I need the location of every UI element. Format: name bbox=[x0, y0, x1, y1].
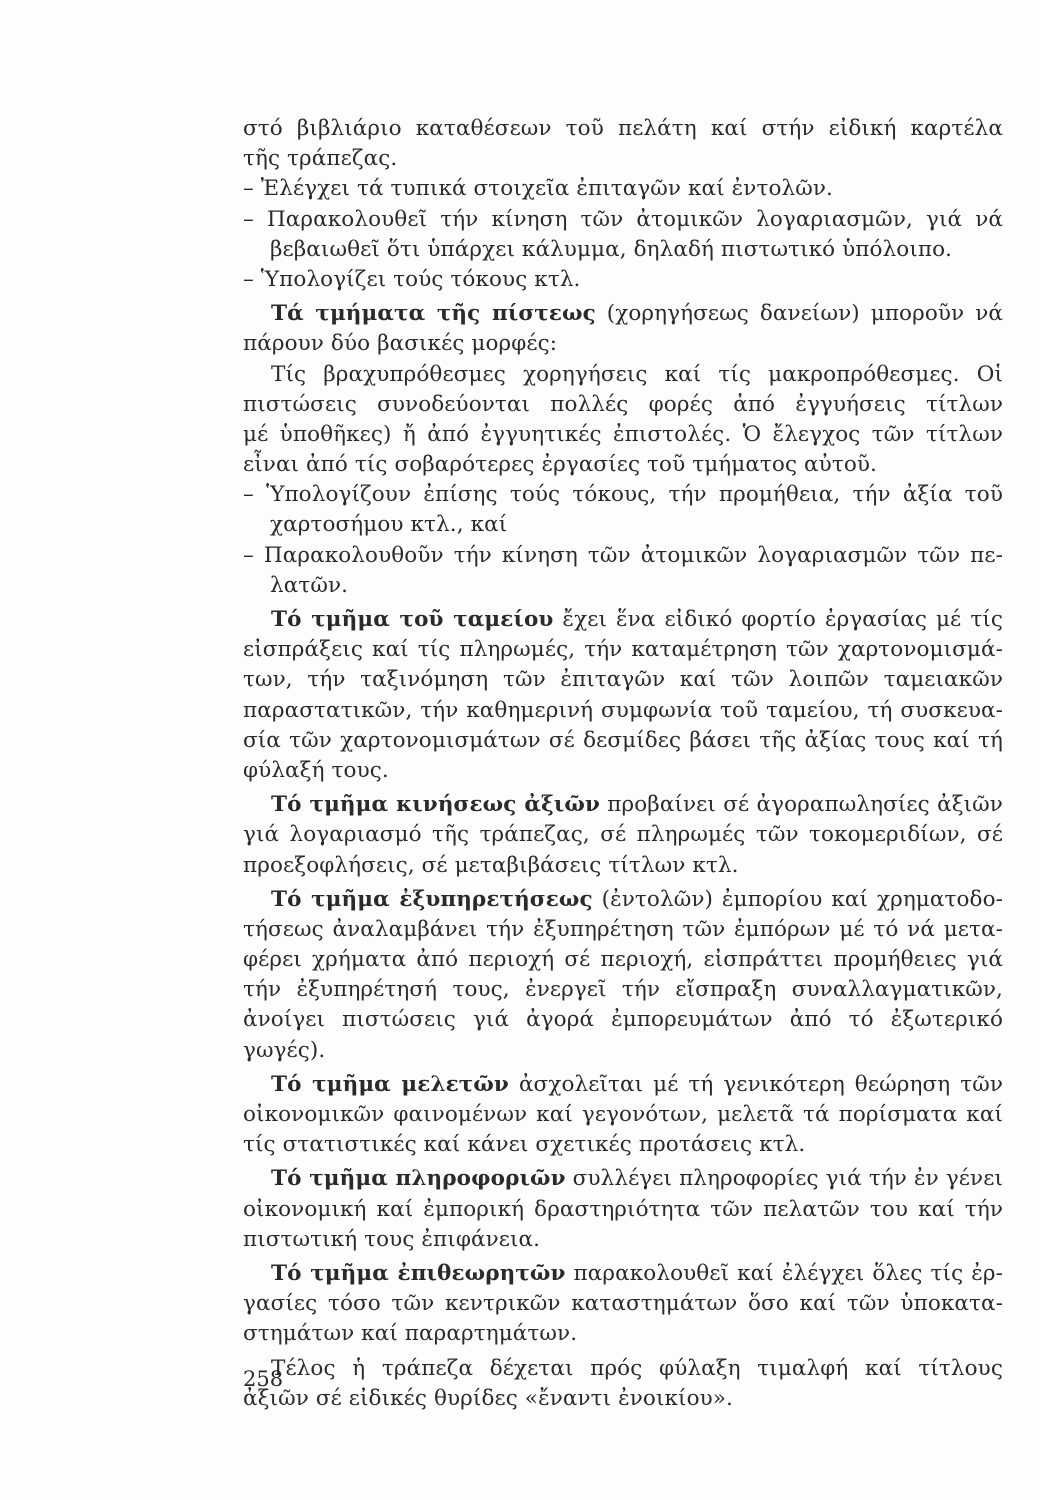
text-line: Τέλος ἡ τράπεζα δέχεται πρός φύλαξη τιμαλφή καί τίτλους bbox=[271, 1355, 1003, 1381]
text-line: στό βιβλιάριο καταθέσεων τοῦ πελάτη καί στήν εἰδική καρτέλα bbox=[243, 116, 1003, 141]
bullet-item: – Παρακολουθοῦν τήν κίνηση τῶν ἀτομικῶν λογαριασμῶν τῶν πε- bbox=[243, 542, 1003, 568]
text-span: προβαίνει σέ ἀγοραπωλησίες ἀξιῶν bbox=[599, 792, 1003, 818]
text-line: γωγές). bbox=[243, 1037, 326, 1063]
text-span: (ἐντολῶν) ἐμπορίου καί χρηματοδο- bbox=[592, 886, 1003, 912]
text-line: πιστωτική τους ἐπιφάνεια. bbox=[243, 1226, 541, 1252]
text-line: προεξοφλήσεις, σέ μεταβιβάσεις τίτλων κτλ. bbox=[243, 852, 739, 878]
section-paragraph-line bbox=[243, 1259, 1003, 1289]
text-line: στημάτων καί παραρτημάτων. bbox=[243, 1321, 578, 1347]
text-line: εἶναι ἀπό τίς σοβαρότερες ἐργασίες τοῦ τμήματος αὐτοῦ. bbox=[243, 452, 877, 478]
text-line: βεβαιωθεῖ ὅτι ὑπάρχει κάλυμμα, δηλαδή πιστωτικό ὑπόλοιπο. bbox=[270, 236, 953, 262]
text-span: (χορηγήσεως δανείων) μποροῦν νά bbox=[595, 301, 1003, 327]
section-paragraph-line bbox=[243, 885, 1003, 915]
section-heading: Τό τμῆμα ἐπιθεωρητῶν bbox=[271, 1260, 566, 1286]
text-line: χαρτοσήμου κτλ., καί bbox=[270, 512, 508, 538]
text-line: φύλαξή τους. bbox=[243, 757, 389, 783]
text-line: ἀνοίγει πιστώσεις γιά ἀγορά ἐμπορευμάτων ἀπό τό ἐξωτερικό bbox=[243, 1007, 1003, 1033]
text-line: τήσεως ἀναλαμβάνει τήν ἐξυπηρέτηση τῶν ἐμπόρων μέ τό νά μετα- bbox=[243, 916, 1003, 942]
text-line: ἀξιῶν σέ εἰδικές θυρίδες «ἔναντι ἐνοικίου». bbox=[243, 1385, 733, 1411]
section-paragraph-line bbox=[243, 299, 1003, 329]
text-line: σία τῶν χαρτονομισμάτων σέ δεσμίδες βάσει τῆς ἀξίας τους καί τή bbox=[243, 727, 1003, 753]
text-line: τῆς τράπεζας. bbox=[243, 146, 398, 172]
text-line: Τίς βραχυπρόθεσμες χορηγήσεις καί τίς μακροπρόθεσμες. Οἱ bbox=[271, 361, 1003, 387]
section-paragraph-line bbox=[243, 790, 1003, 820]
section-heading: Τά τμήματα τῆς πίστεως bbox=[271, 301, 596, 327]
section-paragraph-line bbox=[243, 1070, 1003, 1100]
text-line: γιά λογαριασμό τῆς τράπεζας, σέ πληρωμές τῶν τοκομεριδίων, σέ bbox=[243, 822, 1003, 848]
page-number: 258 bbox=[243, 1367, 284, 1391]
text-line: μέ ὑποθῆκες) ἤ ἀπό ἐγγυητικές ἐπιστολές. Ὁ ἔλεγχος τῶν τίτλων bbox=[243, 421, 1003, 447]
text-line: οἰκονομικῶν φαινομένων καί γεγονότων, μελετᾶ τά πορίσματα καί bbox=[243, 1102, 1003, 1127]
bullet-item: – Ὑπολογίζει τούς τόκους κτλ. bbox=[243, 266, 581, 292]
section-heading: Τό τμῆμα μελετῶν bbox=[271, 1071, 509, 1097]
text-line: παραστατικῶν, τήν καθημερινή συμφωνία τοῦ ταμείου, τή συσκευα- bbox=[243, 697, 1003, 723]
bullet-item: – Παρακολουθεῖ τήν κίνηση τῶν ἀτομικῶν λογαριασμῶν, γιά νά bbox=[243, 206, 1003, 232]
text-line: οἰκονομική καί ἐμπορική δραστηριότητα τῶν πελατῶν του καί τήν bbox=[243, 1196, 1003, 1222]
text-span: συλλέγει πληροφορίες γιά τήν ἐν γένει bbox=[565, 1166, 1003, 1192]
section-heading: Τό τμῆμα ἐξυπηρετήσεως bbox=[271, 886, 593, 912]
text-line: γασίες τόσο τῶν κεντρικῶν καταστημάτων ὅσο καί τῶν ὑποκατα- bbox=[243, 1291, 1003, 1317]
bullet-item: – Ἐλέγχει τά τυπικά στοιχεῖα ἐπιταγῶν καί ἐντολῶν. bbox=[243, 176, 833, 202]
section-heading: Τό τμῆμα κινήσεως ἀξιῶν bbox=[271, 792, 600, 818]
section-heading: Τό τμῆμα τοῦ ταμείου bbox=[271, 607, 554, 632]
text-line: πιστώσεις συνοδεύονται πολλές φορές ἀπό ἐγγυήσεις τίτλων bbox=[243, 391, 1003, 417]
text-line: των, τήν ταξινόμηση τῶν ἐπιταγῶν καί τῶν λοιπῶν ταμειακῶν bbox=[243, 667, 1003, 693]
text-span: ἀσχολεῖται μέ τή γενικότερη θεώρηση τῶν bbox=[508, 1071, 1003, 1097]
text-line: λατῶν. bbox=[270, 572, 349, 598]
section-paragraph-line bbox=[243, 1164, 1003, 1194]
text-span: παρακολουθεῖ καί ἐλέγχει ὅλες τίς ἐρ- bbox=[565, 1260, 1003, 1286]
body-text bbox=[243, 114, 1003, 1414]
text-line: τίς στατιστικές καί κάνει σχετικές προτάσεις κτλ. bbox=[243, 1132, 806, 1158]
text-line: πάρουν δύο βασικές μορφές: bbox=[243, 331, 558, 357]
text-line: τήν ἐξυπηρέτησή τους, ἐνεργεῖ τήν εἴσπραξη συναλλαγματικῶν, bbox=[243, 977, 1003, 1003]
text-line: φέρει χρήματα ἀπό περιοχή σέ περιοχή, εἰσπράττει προμήθειες γιά bbox=[243, 947, 1003, 973]
text-span: ἔχει ἕνα εἰδικό φορτίο ἐργασίας μέ τίς bbox=[553, 607, 1003, 632]
section-heading: Τό τμῆμα πληροφοριῶν bbox=[271, 1166, 566, 1192]
bullet-item: – Ὑπολογίζουν ἐπίσης τούς τόκους, τήν προμήθεια, τήν ἀξία τοῦ bbox=[243, 482, 1003, 508]
text-line: εἰσπράξεις καί τίς πληρωμές, τήν καταμέτρηση τῶν χαρτονομισμά- bbox=[243, 637, 1003, 663]
section-paragraph-line bbox=[243, 605, 1003, 635]
